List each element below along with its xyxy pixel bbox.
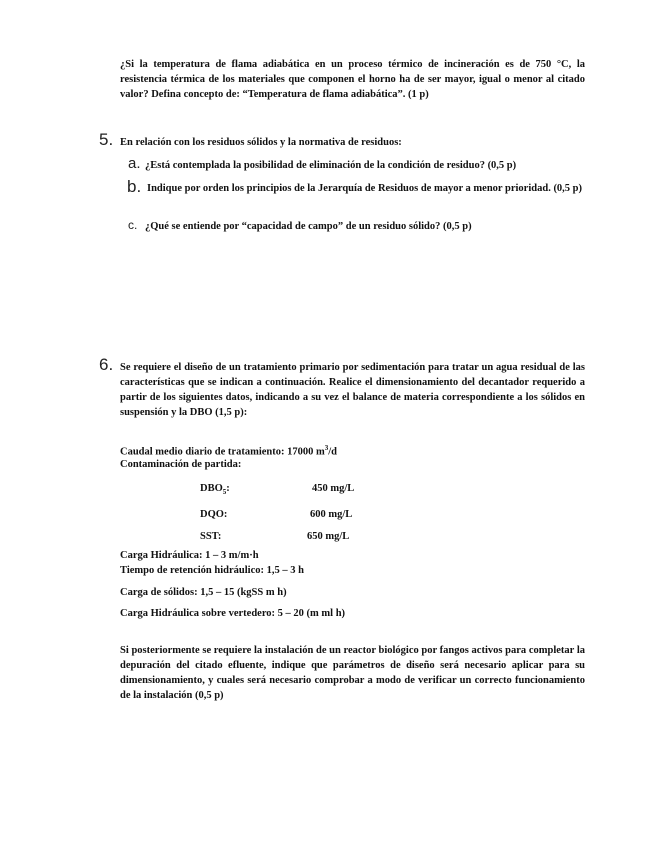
item-a-text: ¿Está contemplada la posibilidad de eliminación de la condición de residuo? (0,5 p): [145, 160, 517, 171]
question-5-title: En relación con los residuos sólidos y la normativa de residuos:: [120, 137, 402, 148]
question-6-final: Si posteriormente se requiere la instalación de un reactor biológico por fangos activos para completar la depuración del citado efluente, indique que parámetros de diseño será necesario aplicar para su dimensionamiento, y cuales será necesario comprobar a modo de verificar un correcto funcionamiento de la instalación (0,5 p): [120, 645, 585, 701]
item-b-letter: b.: [127, 177, 142, 196]
param-sst-name: SST:: [200, 531, 222, 542]
tiempo-retencion: Tiempo de retención hidráulico: 1,5 – 3 h: [120, 565, 304, 576]
caudal-line: [120, 444, 337, 458]
param-sst-value: 650 mg/L: [307, 531, 350, 542]
item-b-text: Indique por orden los principios de la Jerarquía de Residuos de mayor a menor prioridad. (0,5 p): [147, 183, 583, 194]
caudal-sup: 3: [324, 444, 329, 452]
param-dqo-name: DQO:: [200, 509, 228, 520]
item-a-letter: a.: [128, 155, 141, 172]
intro-question: ¿Si la temperatura de flama adiabática en un proceso térmico de incineración es de 750 °C, la resistencia térmica de los materiales que componen el horno ha de ser mayor, igual o menor al citado valor? Defina concepto de: “Temperatura de flama adiabática”. (1 p): [120, 59, 585, 100]
param-dqo-value: 600 mg/L: [310, 509, 353, 520]
carga-solidos: Carga de sólidos: 1,5 – 15 (kgSS m h): [120, 587, 287, 598]
item-c-text: ¿Qué se entiende por “capacidad de campo” de un residuo sólido? (0,5 p): [145, 221, 472, 232]
question-6-number: 6.: [99, 355, 114, 374]
caudal-unit: /d: [328, 446, 338, 458]
contaminacion-label: Contaminación de partida:: [120, 459, 242, 470]
caudal-label: Caudal medio diario de tratamiento: 17000 m: [120, 446, 325, 458]
question-6-intro: Se requiere el diseño de un tratamiento primario por sedimentación para tratar un agua residual de las características que se indican a continuación. Realice el dimensionamiento del decantador requerido a partir de los siguientes datos, indicando a su vez el balance de materia correspondiente a los sólidos en suspensión y la DBO (1,5 p):: [120, 362, 585, 418]
carga-hidraulica: Carga Hidráulica: 1 – 3 m/m·h: [120, 550, 259, 561]
question-5-number: 5.: [99, 130, 114, 149]
param-dbo-value: 450 mg/L: [312, 483, 355, 494]
carga-vertedero: Carga Hidráulica sobre vertedero: 5 – 20 (m ml h): [120, 608, 346, 619]
param-dbo-name: $DBO_5$:: [200, 483, 230, 497]
item-c-letter: c.: [128, 218, 138, 232]
